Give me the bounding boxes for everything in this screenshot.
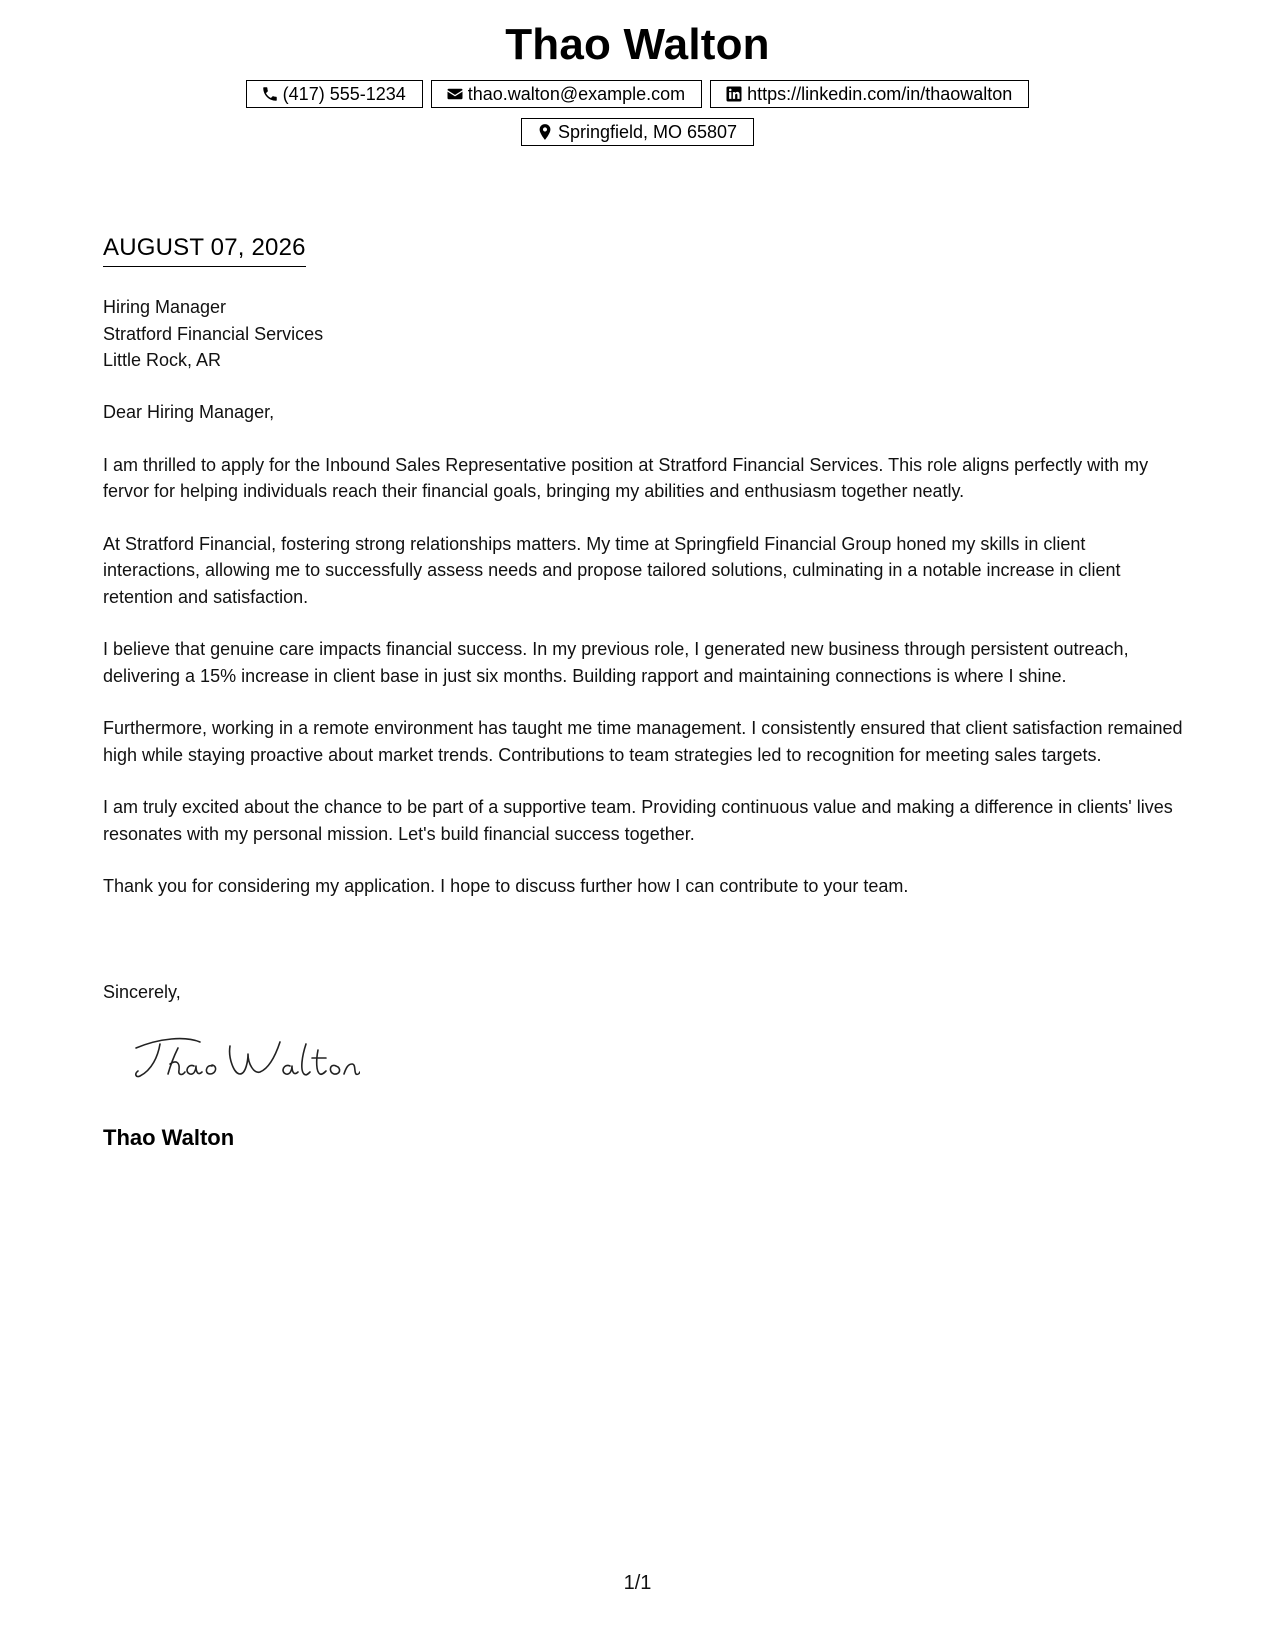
phone-text: (417) 555-1234 <box>282 83 406 104</box>
linkedin-chip[interactable] <box>710 80 1029 108</box>
body-paragraph: Furthermore, working in a remote environment has taught me time management. I consistently ensured that client satisfaction remained high while staying proactive about market trends. Contributions to team strategies led to recognition for meeting sales targets. <box>103 718 1183 765</box>
recipient-title: Hiring Manager <box>103 297 227 317</box>
salutation: Dear Hiring Manager, <box>103 402 275 422</box>
recipient-location: Little Rock, AR <box>103 350 222 370</box>
body-paragraph: Thank you for considering my application. I hope to discuss further how I can contribute to your team. <box>103 876 909 896</box>
map-marker-icon <box>536 123 554 141</box>
location-chip <box>521 118 754 146</box>
email-text[interactable]: thao.walton@example.com <box>467 83 686 104</box>
handwritten-signature <box>130 1030 360 1090</box>
body-paragraph: I am thrilled to apply for the Inbound Sales Representative position at Stratford Financial Services. This role aligns perfectly with my fervor for helping individuals reach their financial goals, bringing my abilities and enthusiasm together neatly. <box>103 454 1149 501</box>
email-chip[interactable] <box>431 80 702 108</box>
location-text: Springfield, MO 65807 <box>557 121 738 142</box>
location-row <box>0 118 1275 146</box>
phone-chip <box>246 80 423 108</box>
linkedin-icon <box>725 85 743 103</box>
linkedin-text[interactable]: https://linkedin.com/in/thaowalton <box>747 83 1013 104</box>
recipient-company: Stratford Financial Services <box>103 323 324 344</box>
body-paragraph: At Stratford Financial, fostering strong relationships matters. My time at Springfield Financial Group honed my skills in client interactions, allowing me to successfully assess needs and propose tailored solutions, culminating in a notable increase in client retention and satisfaction. <box>103 533 1121 607</box>
signer-name: Thao Walton <box>103 1125 235 1150</box>
valediction: Sincerely, <box>103 982 181 1002</box>
envelope-icon <box>446 85 464 103</box>
letter-date: AUGUST 07, 2026 <box>103 234 306 267</box>
body-paragraph: I am truly excited about the chance to be part of a supportive team. Providing continuous value and making a difference in clients' lives resonates with my personal mission. Let's build financial success together. <box>103 797 1173 844</box>
applicant-name: Thao Walton <box>505 20 770 69</box>
phone-icon <box>261 85 279 103</box>
letter-body <box>103 399 1183 926</box>
contact-row <box>0 80 1275 108</box>
recipient-block <box>103 294 323 374</box>
body-paragraph: I believe that genuine care impacts financial success. In my previous role, I generated new business through persistent outreach, delivering a 15% increase in client base in just six months. Building rapport and maintaining connections is where I shine. <box>103 639 1129 686</box>
page-number: 1/1 <box>623 1572 652 1594</box>
